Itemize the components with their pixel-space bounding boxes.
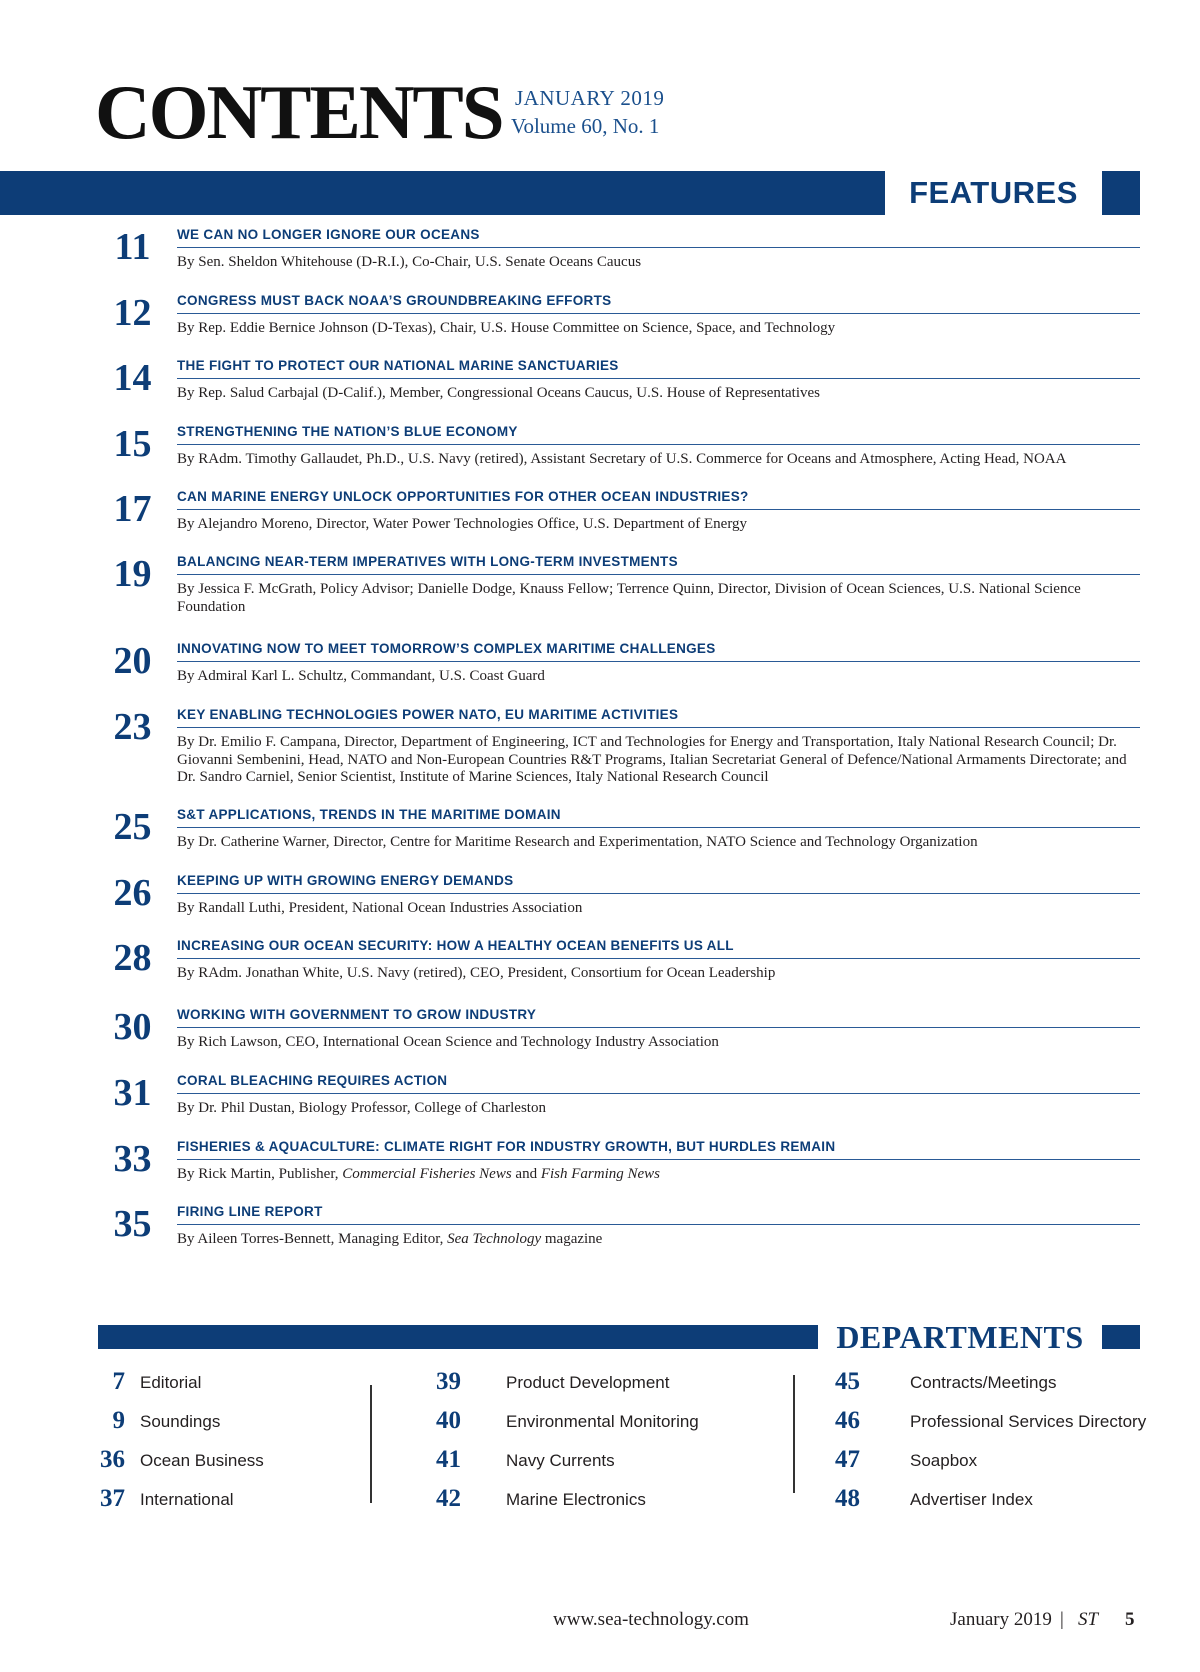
department-label[interactable]: Soundings: [140, 1412, 221, 1431]
page-header: [95, 69, 1145, 155]
departments-heading: DEPARTMENTS: [836, 1319, 1084, 1355]
department-page-number: 45: [835, 1368, 860, 1395]
feature-byline: By Admiral Karl L. Schultz, Commandant, U.S. Coast Guard: [177, 668, 545, 684]
byline-text: By Aileen Torres-Bennett, Managing Editor,: [177, 1231, 448, 1247]
department-page-number: 46: [835, 1407, 860, 1434]
feature-byline: [177, 1166, 1140, 1184]
footer-website-link[interactable]: www.sea-technology.com: [553, 1609, 749, 1630]
feature-title[interactable]: WORKING WITH GOVERNMENT TO GROW INDUSTRY: [177, 1006, 1140, 1028]
publication-title: Fish Farming News: [540, 1166, 661, 1182]
features-banner-box: [1102, 171, 1140, 215]
column-divider: [370, 1385, 372, 1503]
departments-banner-bar: [98, 1325, 818, 1349]
feature-title[interactable]: INCREASING OUR OCEAN SECURITY: HOW A HEALTHY OCEAN BENEFITS US ALL: [177, 937, 1140, 959]
feature-byline: By Dr. Catherine Warner, Director, Centre for Maritime Research and Experimentation, NATO Science and Technology Organization: [177, 834, 978, 850]
feature-title[interactable]: FISHERIES & AQUACULTURE: CLIMATE RIGHT FOR INDUSTRY GROWTH, BUT HURDLES REMAIN: [177, 1138, 1140, 1160]
department-label[interactable]: Environmental Monitoring: [506, 1412, 699, 1431]
byline-text: and: [511, 1166, 541, 1182]
feature-byline: By Randall Luthi, President, National Ocean Industries Association: [177, 900, 583, 916]
feature-page-number: 12: [113, 292, 152, 334]
feature-page-number: 19: [113, 553, 152, 595]
feature-byline: By Sen. Sheldon Whitehouse (D-R.I.), Co-Chair, U.S. Senate Oceans Caucus: [177, 254, 642, 270]
issue-date: JANUARY 2019: [515, 86, 665, 110]
department-label[interactable]: Navy Currents: [506, 1451, 615, 1470]
feature-page-number: 25: [113, 806, 152, 848]
department-label[interactable]: International: [140, 1490, 234, 1509]
feature-byline: [177, 1231, 1140, 1249]
feature-page-number: 11: [114, 226, 151, 268]
feature-page-number: 26: [113, 872, 152, 914]
feature-page-number: 23: [113, 706, 152, 748]
feature-byline: By Rep. Eddie Bernice Johnson (D-Texas), Chair, U.S. House Committee on Science, Space, and Technology: [177, 320, 836, 336]
feature-title[interactable]: KEEPING UP WITH GROWING ENERGY DEMANDS: [177, 872, 1140, 894]
feature-byline: By Dr. Emilio F. Campana, Director, Department of Engineering, ICT and Technologies for Energy and Transportation, Italy National Research Council; Dr. Giovanni Sembenini, Head, NATO and Non-European Countries R&T Programs, Italian Secretariat General of Defence/National Armaments Directorate; and Dr. Sandro Carniel, Senior Scientist, Institute of Marine Sciences, Italy National Research Council: [177, 734, 1127, 785]
department-page-number: 36: [100, 1446, 125, 1473]
department-label[interactable]: Editorial: [140, 1373, 202, 1392]
features-heading: FEATURES: [909, 175, 1078, 210]
feature-byline: By RAdm. Timothy Gallaudet, Ph.D., U.S. Navy (retired), Assistant Secretary of U.S. Commerce for Oceans and Atmosphere, Acting Head, NOAA: [177, 451, 1067, 467]
department-page-number: 37: [100, 1485, 125, 1512]
departments-banner-box: [1102, 1325, 1140, 1349]
department-label[interactable]: Marine Electronics: [506, 1490, 646, 1509]
features-banner-bar: [0, 171, 885, 215]
department-page-number: 48: [835, 1485, 860, 1512]
feature-title[interactable]: THE FIGHT TO PROTECT OUR NATIONAL MARINE SANCTUARIES: [177, 357, 1140, 379]
feature-page-number: 30: [113, 1006, 152, 1048]
issue-volume: Volume 60, No. 1: [511, 114, 660, 138]
contents-title: CONTENTS: [95, 69, 503, 155]
feature-page-number: 33: [113, 1138, 152, 1180]
feature-byline: By Rich Lawson, CEO, International Ocean Science and Technology Industry Association: [177, 1034, 719, 1050]
feature-byline: By Rep. Salud Carbajal (D-Calif.), Member, Congressional Oceans Caucus, U.S. House of Representatives: [177, 385, 821, 401]
publication-title: Sea Technology: [447, 1231, 542, 1247]
department-label[interactable]: Contracts/Meetings: [910, 1373, 1057, 1392]
department-page-number: 47: [835, 1446, 860, 1473]
feature-page-number: 15: [113, 423, 152, 465]
feature-title[interactable]: STRENGTHENING THE NATION’S BLUE ECONOMY: [177, 423, 1140, 445]
footer-page-number: 5: [1125, 1609, 1135, 1630]
department-label[interactable]: Advertiser Index: [910, 1490, 1033, 1509]
department-label[interactable]: Soapbox: [910, 1451, 978, 1470]
feature-title[interactable]: CORAL BLEACHING REQUIRES ACTION: [177, 1072, 1140, 1094]
feature-title[interactable]: CAN MARINE ENERGY UNLOCK OPPORTUNITIES FOR OTHER OCEAN INDUSTRIES?: [177, 488, 1140, 510]
feature-page-number: 17: [113, 488, 152, 530]
feature-byline: By Dr. Phil Dustan, Biology Professor, College of Charleston: [177, 1100, 546, 1116]
department-page-number: 39: [436, 1368, 461, 1395]
feature-byline: By RAdm. Jonathan White, U.S. Navy (retired), CEO, President, Consortium for Ocean Leadership: [177, 965, 776, 981]
feature-title[interactable]: S&T APPLICATIONS, TRENDS IN THE MARITIME DOMAIN: [177, 806, 1140, 828]
department-label[interactable]: Ocean Business: [140, 1451, 264, 1470]
department-page-number: 40: [436, 1407, 461, 1434]
department-page-number: 9: [112, 1407, 125, 1434]
feature-byline: By Jessica F. McGrath, Policy Advisor; Danielle Dodge, Knauss Fellow; Terrence Quinn, Director, Division of Ocean Sciences, U.S. National Science Foundation: [177, 581, 1081, 615]
byline-text: By Rick Martin, Publisher,: [177, 1166, 343, 1182]
byline-text: magazine: [541, 1231, 603, 1247]
feature-title[interactable]: BALANCING NEAR-TERM IMPERATIVES WITH LONG-TERM INVESTMENTS: [177, 553, 1140, 575]
feature-page-number: 35: [113, 1203, 152, 1245]
feature-title[interactable]: WE CAN NO LONGER IGNORE OUR OCEANS: [177, 226, 1140, 248]
department-label[interactable]: Product Development: [506, 1373, 670, 1392]
publication-title: Commercial Fisheries News: [342, 1166, 512, 1182]
feature-page-number: 14: [113, 357, 152, 399]
column-divider: [793, 1375, 795, 1493]
feature-page-number: 28: [113, 937, 152, 979]
department-page-number: 41: [436, 1446, 461, 1473]
feature-title[interactable]: CONGRESS MUST BACK NOAA’S GROUNDBREAKING EFFORTS: [177, 292, 1140, 314]
feature-page-number: 31: [113, 1072, 152, 1114]
footer-issue-date: January 2019: [950, 1609, 1052, 1630]
feature-title[interactable]: KEY ENABLING TECHNOLOGIES POWER NATO, EU MARITIME ACTIVITIES: [177, 706, 1140, 728]
feature-byline: By Alejandro Moreno, Director, Water Power Technologies Office, U.S. Department of Energy: [177, 516, 748, 532]
footer-separator: |: [1060, 1609, 1064, 1630]
department-page-number: 7: [112, 1368, 125, 1395]
footer-magazine-abbrev: ST: [1078, 1609, 1099, 1630]
feature-title[interactable]: INNOVATING NOW TO MEET TOMORROW’S COMPLEX MARITIME CHALLENGES: [177, 640, 1140, 662]
feature-title[interactable]: FIRING LINE REPORT: [177, 1203, 1140, 1225]
department-label[interactable]: Professional Services Directory: [910, 1412, 1147, 1431]
department-page-number: 42: [436, 1485, 461, 1512]
feature-page-number: 20: [113, 640, 152, 682]
